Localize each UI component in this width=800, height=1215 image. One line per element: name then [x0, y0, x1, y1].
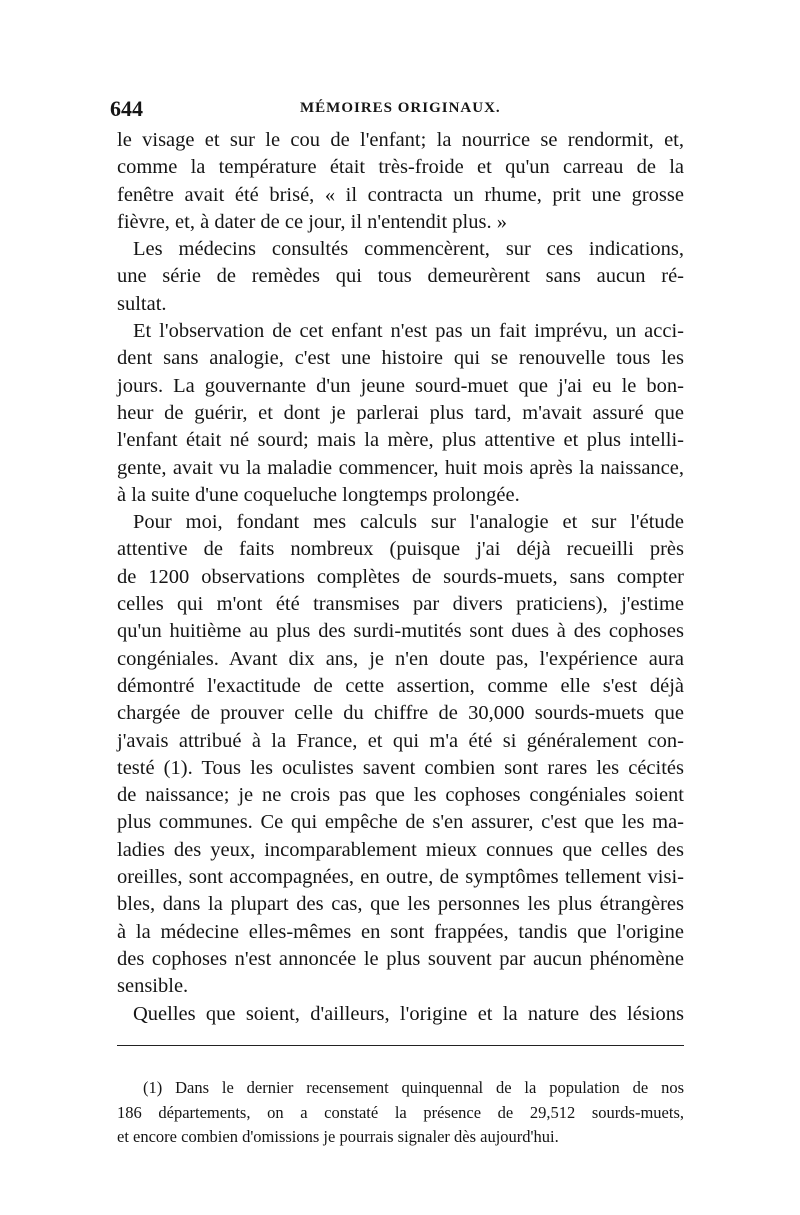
- page-header: [110, 96, 686, 126]
- footnote-line: 186 départements, on a constaté la présence de 29,512 sourds-muets,: [117, 1102, 684, 1122]
- page-number: 644: [110, 96, 143, 121]
- text-line: celles qui m'ont été transmises par divers praticiens), j'estime: [117, 593, 684, 616]
- footnote-rule: [117, 1045, 684, 1046]
- text-line: qu'un huitième au plus des surdi-mutités sont dues à des cophoses: [117, 620, 684, 643]
- text-line: gente, avait vu la maladie commencer, huit mois après la naissance,: [117, 456, 684, 479]
- text-line: bles, dans la plupart des cas, que les personnes les plus étrangères: [117, 893, 684, 916]
- text-line: dent sans analogie, c'est une histoire qui se renouvelle tous les: [117, 347, 684, 370]
- text-line: à la suite d'une coqueluche longtemps prolongée.: [117, 483, 520, 506]
- text-line: Quelles que soient, d'ailleurs, l'origine et la nature des lésions: [133, 1002, 684, 1025]
- text-line: testé (1). Tous les oculistes savent combien sont rares les cécités: [117, 756, 684, 779]
- text-line: fenêtre avait été brisé, « il contracta un rhume, prit une grosse: [117, 183, 684, 206]
- text-line: oreilles, sont accompagnées, en outre, de symptômes tellement visi-: [117, 866, 684, 889]
- text-line: Les médecins consultés commencèrent, sur ces indications,: [133, 238, 684, 261]
- text-line: j'avais attribué à la France, et qui m'a été si généralement con-: [117, 729, 684, 752]
- text-line: jours. La gouvernante d'un jeune sourd-muet que j'ai eu le bon-: [117, 374, 684, 397]
- running-title: MÉMOIRES ORIGINAUX.: [300, 100, 501, 116]
- text-line: plus communes. Ce qui empêche de s'en assurer, c'est que les ma-: [117, 811, 684, 834]
- footnote-line: et encore combien d'omissions je pourrais signaler dès aujourd'hui.: [117, 1127, 559, 1146]
- text-line: des cophoses n'est annoncée le plus souvent par aucun phénomène: [117, 947, 684, 970]
- text-line: de 1200 observations complètes de sourds-muets, sans compter: [117, 565, 684, 588]
- text-line: Et l'observation de cet enfant n'est pas un fait imprévu, un acci-: [133, 320, 684, 343]
- text-line: le visage et sur le cou de l'enfant; la nourrice se rendormit, et,: [117, 129, 684, 151]
- text-line: fièvre, et, à dater de ce jour, il n'entendit plus. »: [117, 210, 507, 233]
- text-line: une série de remèdes qui tous demeurèrent sans aucun ré-: [117, 265, 684, 288]
- footnote: [117, 1076, 684, 1150]
- text-line: de naissance; je ne crois pas que les cophoses congéniales soient: [117, 784, 684, 807]
- text-line: chargée de prouver celle du chiffre de 30,000 sourds-muets que: [117, 702, 684, 725]
- body-text: [117, 127, 684, 1028]
- text-line: démontré l'exactitude de cette assertion, comme elle s'est déjà: [117, 674, 684, 697]
- text-line: Pour moi, fondant mes calculs sur l'analogie et sur l'étude: [133, 511, 684, 534]
- text-line: l'enfant était né sourd; mais la mère, plus attentive et plus intelli-: [117, 429, 684, 452]
- footnote-line: (1) Dans le dernier recensement quinquennal de la population de nos: [143, 1078, 684, 1097]
- text-line: comme la température était très-froide et qu'un carreau de la: [117, 156, 684, 179]
- text-line: sultat.: [117, 292, 167, 315]
- text-line: congéniales. Avant dix ans, je n'en doute pas, l'expérience aura: [117, 647, 684, 670]
- text-line: attentive de faits nombreux (puisque j'ai déjà recueilli près: [117, 538, 684, 561]
- text-line: ladies des yeux, incomparablement mieux connues que celles des: [117, 838, 684, 861]
- text-line: à la médecine elles-mêmes en sont frappées, tandis que l'origine: [117, 920, 684, 943]
- text-line: heur de guérir, et dont je parlerai plus tard, m'avait assuré que: [117, 401, 684, 424]
- text-line: sensible.: [117, 975, 189, 998]
